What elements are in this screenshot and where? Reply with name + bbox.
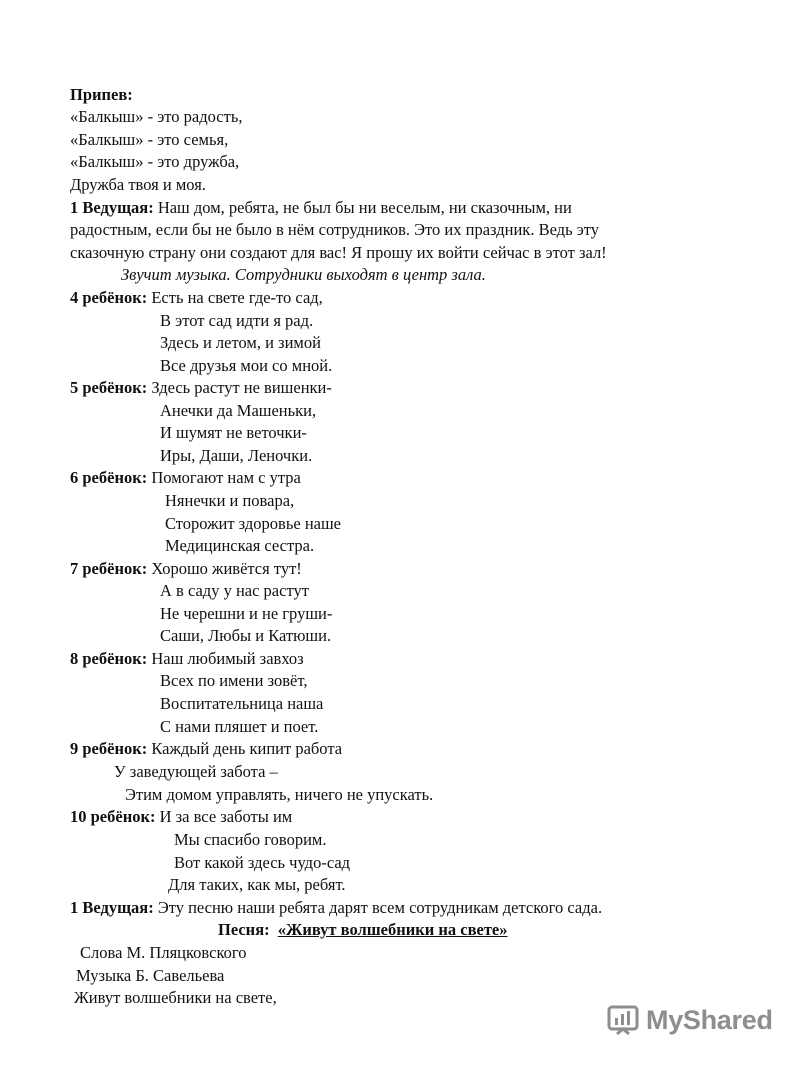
child-10-line-2: Мы спасибо говорим. [174,830,327,849]
host-1-text-2: радостным, если бы не было в нём сотрудников. Это их праздник. Ведь эту [70,220,600,239]
child-10-line-4: Для таких, как мы, ребят. [168,875,346,894]
stage-direction: Звучит музыка. Сотрудники выходят в центр зала. [121,265,486,284]
child-7-line-3: Не черешни и не груши- [160,604,333,623]
host-1-closing-line [70,897,602,919]
child-4-line-4: Все друзья мои со мной. [160,356,333,375]
child-10-first: И за все заботы им [159,807,293,826]
chorus-line-2: «Балкыш» - это семья, [70,130,229,149]
child-6-first: Помогают нам с утра [151,468,301,487]
child-10-line-1 [70,806,292,828]
host-1-speaker: 1 Ведущая: [70,198,154,217]
child-9-first: Каждый день кипит работа [151,739,343,758]
host-1-speech-line-1 [70,197,572,219]
child-8-line-3: Воспитательница наша [160,694,324,713]
child-8-line-1 [70,648,304,670]
child-4-speaker: 4 ребёнок: [70,288,148,307]
child-7-first: Хорошо живётся тут! [151,559,302,578]
child-8-line-4: С нами пляшет и поет. [160,717,319,736]
song-first-line: Живут волшебники на свете, [74,988,277,1007]
child-6-line-4: Медицинская сестра. [165,536,315,555]
child-10-line-3: Вот какой здесь чудо-сад [174,853,351,872]
chorus-line-1: «Балкыш» - это радость, [70,107,243,126]
chorus-line-4: Дружба твоя и моя. [70,175,206,194]
child-9-line-3: Этим домом управлять, ничего не упускать. [125,785,434,804]
child-9-line-1 [70,738,342,760]
myshared-watermark-text: MyShared [646,1004,773,1035]
child-9-speaker: 9 ребёнок: [70,739,148,758]
child-8-first: Наш любимый завхоз [151,649,304,668]
child-7-line-1 [70,558,302,580]
host-1-text-3: сказочную страну они создают для вас! Я прошу их войти сейчас в этот зал! [70,243,607,262]
child-10-speaker: 10 ребёнок: [70,807,156,826]
child-4-line-3: Здесь и летом, и зимой [160,333,321,352]
child-9-line-2: У заведующей забота – [114,762,278,781]
song-title: «Живут волшебники на свете» [277,920,508,939]
child-4-first: Есть на свете где-то сад, [151,288,323,307]
song-label: Песня: [218,920,270,939]
child-5-first: Здесь растут не вишенки- [151,378,332,397]
child-5-line-2: Анечки да Машеньки, [160,401,317,420]
child-8-speaker: 8 ребёнок: [70,649,148,668]
song-heading [218,919,508,941]
child-7-line-4: Саши, Любы и Катюши. [160,626,332,645]
child-8-line-2: Всех по имени зовёт, [160,671,308,690]
child-6-speaker: 6 ребёнок: [70,468,148,487]
host-1-text-1: Наш дом, ребята, не был бы ни веселым, ни сказочным, ни [157,198,572,217]
chorus-label: Припев: [70,85,133,104]
child-7-line-2: А в саду у нас растут [160,581,309,600]
child-5-speaker: 5 ребёнок: [70,378,148,397]
chorus-line-3: «Балкыш» - это дружба, [70,152,240,171]
child-5-line-1 [70,377,332,399]
child-5-line-3: И шумят не веточки- [160,423,307,442]
child-6-line-2: Нянечки и повара, [165,491,295,510]
myshared-logo-icon [606,1003,640,1037]
child-7-speaker: 7 ребёнок: [70,559,148,578]
host-1-closing-speaker: 1 Ведущая: [70,898,154,917]
host-1-closing-text: Эту песню наши ребята дарят всем сотрудникам детского сада. [157,898,603,917]
child-6-line-1 [70,467,301,489]
child-4-line-2: В этот сад идти я рад. [160,311,314,330]
song-music-credit: Музыка Б. Савельева [76,966,225,985]
song-words-credit: Слова М. Пляцковского [80,943,247,962]
child-6-line-3: Сторожит здоровье наше [165,514,341,533]
child-4-line-1 [70,287,323,309]
myshared-watermark [606,1000,773,1040]
child-5-line-4: Иры, Даши, Леночки. [160,446,313,465]
